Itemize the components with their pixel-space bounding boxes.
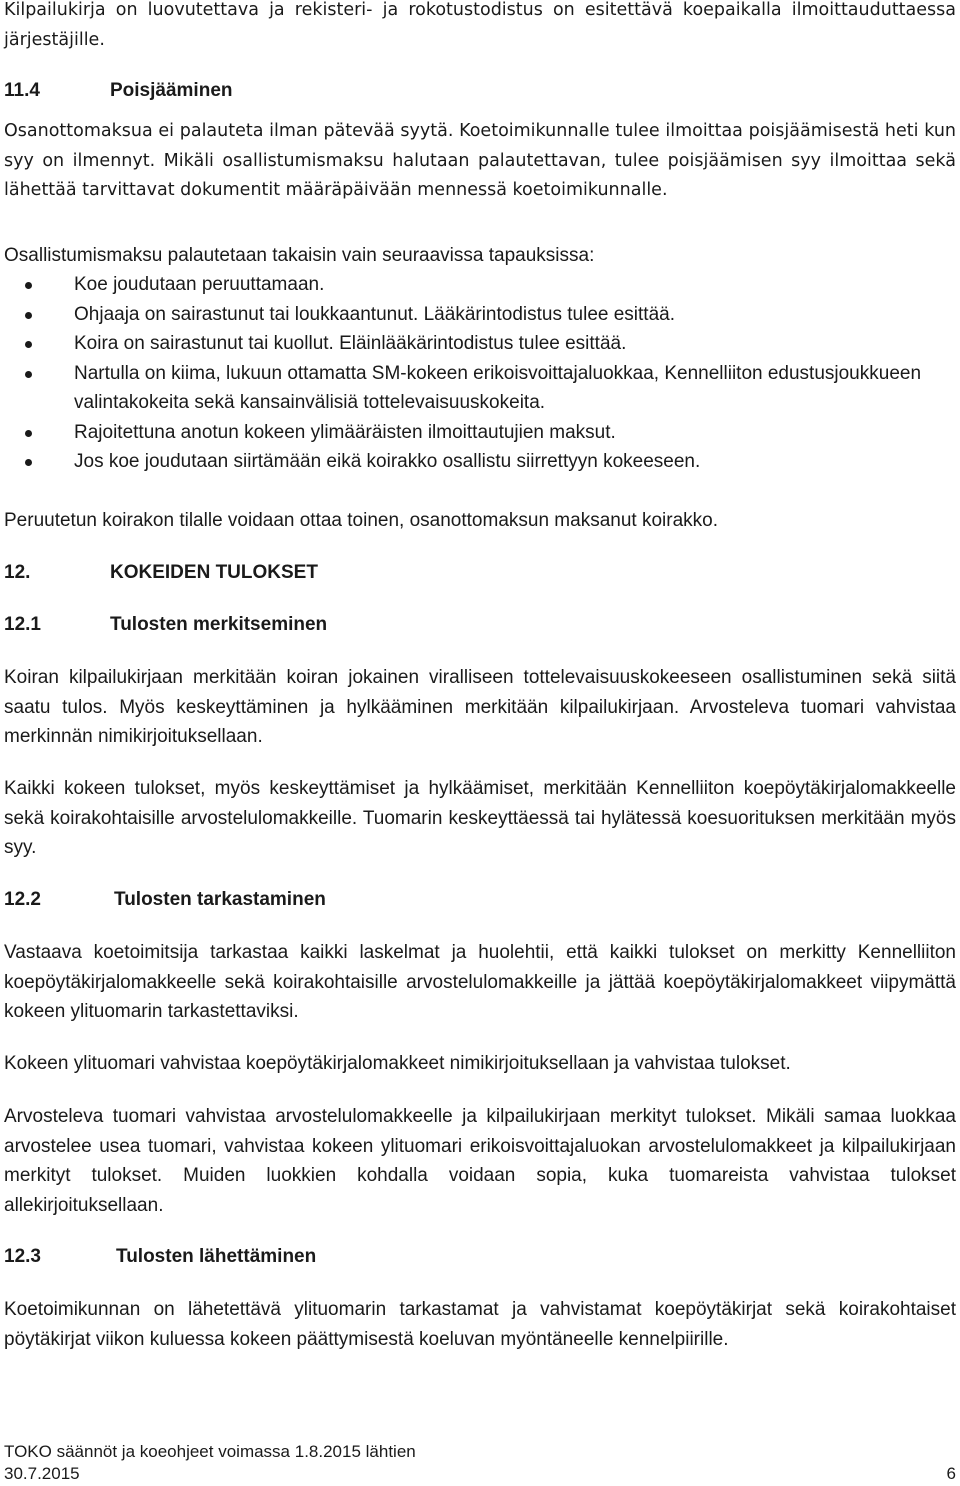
section-12-2-paragraph-1: Vastaava koetoimitsija tarkastaa kaikki laskelmat ja huolehtii, että kaikki tulokset on merkitty Kennelliiton koepöytäkirjalomakkeelle sekä koirakohtaisille arvostelulomakkeille ja jättää koepöytäkirjalomakkeet viipymättä kokeen ylituomarin tarkastettaviksi. [4, 942, 956, 1022]
page-footer [4, 1441, 956, 1485]
section-title: KOKEIDEN TULOKSET [110, 562, 318, 583]
list-item: Nartulla on kiima, lukuun ottamatta SM-kokeen erikoisvoittajaluokkaa, Kennelliiton edustusjoukkueen valintakokeita sekä kansainvälisiä tottelevaisuuskokeita. [4, 359, 956, 418]
section-12-2-paragraph-3: Arvosteleva tuomari vahvistaa arvostelulomakkeelle ja kilpailukirjaan merkityt tulokset. Mikäli samaa luokkaa arvostelee usea tuomari, vahvistaa kokeen ylituomari erikoisvoittajaluokan arvostelulomakkeet ja kilpailukirjaan merkityt tulokset. Muiden luokkien kohdalla voidaan sopia, kuka tuomareista vahvistaa tulokset allekirjoituksellaan. [4, 1106, 956, 1216]
section-12-heading [4, 558, 318, 587]
section-number: 12. [4, 562, 31, 583]
page-number: 6 [946, 1464, 956, 1483]
section-12-2-paragraph-2: Kokeen ylituomari vahvistaa koepöytäkirjalomakkeet nimikirjoituksellaan ja vahvistaa tulokset. [4, 1053, 791, 1074]
footer-date: 30.7.2015 [4, 1464, 80, 1483]
section-12-3-paragraph-1: Koetoimikunnan on lähetettävä ylituomarin tarkastamat ja vahvistamat koepöytäkirjat sekä koirakohtaiset pöytäkirjat viikon kuluessa kokeen päättymisestä koeluvan myöntäneelle kennelpiirille. [4, 1299, 956, 1350]
section-12-1-paragraph-1: Koiran kilpailukirjaan merkitään koiran jokainen viralliseen tottelevaisuuskokeeseen osallistuminen sekä siitä saatu tulos. Myös keskeyttäminen ja hylkääminen merkitään kilpailukirjaan. Arvosteleva tuomari vahvistaa merkinnän nimikirjoituksellaan. [4, 667, 956, 747]
section-number: 12.2 [4, 889, 41, 910]
refund-conditions-list [4, 270, 956, 477]
list-item: Ohjaaja on sairastunut tai loukkaantunut. Lääkärintodistus tulee esittää. [4, 300, 956, 330]
section-title: Poisjääminen [110, 80, 233, 101]
section-11-4-paragraph-1: Osanottomaksua ei palauteta ilman pätevää syytä. Koetoimikunnalle tulee ilmoittaa poisjäämisestä heti kun syy on ilmennyt. Mikäli osallistumismaksu halutaan palautettavan, tulee poisjäämisen syy ilmoittaa sekä lähettää tarvittavat dokumentit määräpäivään mennessä koetoimikunnalle. [4, 121, 956, 200]
section-title: Tulosten merkitseminen [110, 614, 328, 635]
section-number: 12.1 [4, 614, 41, 635]
section-11-4-paragraph-2: Peruutetun koirakon tilalle voidaan ottaa toinen, osanottomaksun maksanut koirakko. [4, 510, 718, 531]
list-item: Rajoitettuna anotun kokeen ylimääräisten ilmoittautujien maksut. [4, 418, 956, 448]
section-number: 11.4 [4, 80, 40, 101]
section-title: Tulosten tarkastaminen [114, 889, 326, 910]
footer-row [4, 1463, 956, 1485]
section-12-3-heading [4, 1242, 316, 1271]
section-11-4-heading [4, 76, 233, 105]
list-item: Koe joudutaan peruuttamaan. [4, 270, 956, 300]
section-12-1-heading [4, 610, 327, 639]
list-item: Jos koe joudutaan siirtämään eikä koirakko osallistu siirrettyyn kokeeseen. [4, 447, 956, 477]
section-title: Tulosten lähettäminen [116, 1246, 317, 1267]
section-12-2-heading [4, 885, 326, 914]
list-item: Koira on sairastunut tai kuollut. Eläinlääkärintodistus tulee esittää. [4, 329, 956, 359]
footer-title: TOKO säännöt ja koeohjeet voimassa 1.8.2015 lähtien [4, 1442, 416, 1461]
section-12-1-paragraph-2: Kaikki kokeen tulokset, myös keskeyttämiset ja hylkäämiset, merkitään Kennelliiton koepöytäkirjalomakkeelle sekä koirakohtaisille arvostelulomakkeille. Tuomarin keskeyttäessä tai hylätessä koesuorituksen merkitään myös syy. [4, 778, 956, 858]
intro-paragraph: Kilpailukirja on luovutettava ja rekisteri- ja rokotustodistus on esitettävä koepaikalla ilmoittauduttaessa järjestäjille. [4, 0, 956, 50]
list-intro: Osallistumismaksu palautetaan takaisin vain seuraavissa tapauksissa: [4, 245, 595, 266]
section-number: 12.3 [4, 1246, 41, 1267]
